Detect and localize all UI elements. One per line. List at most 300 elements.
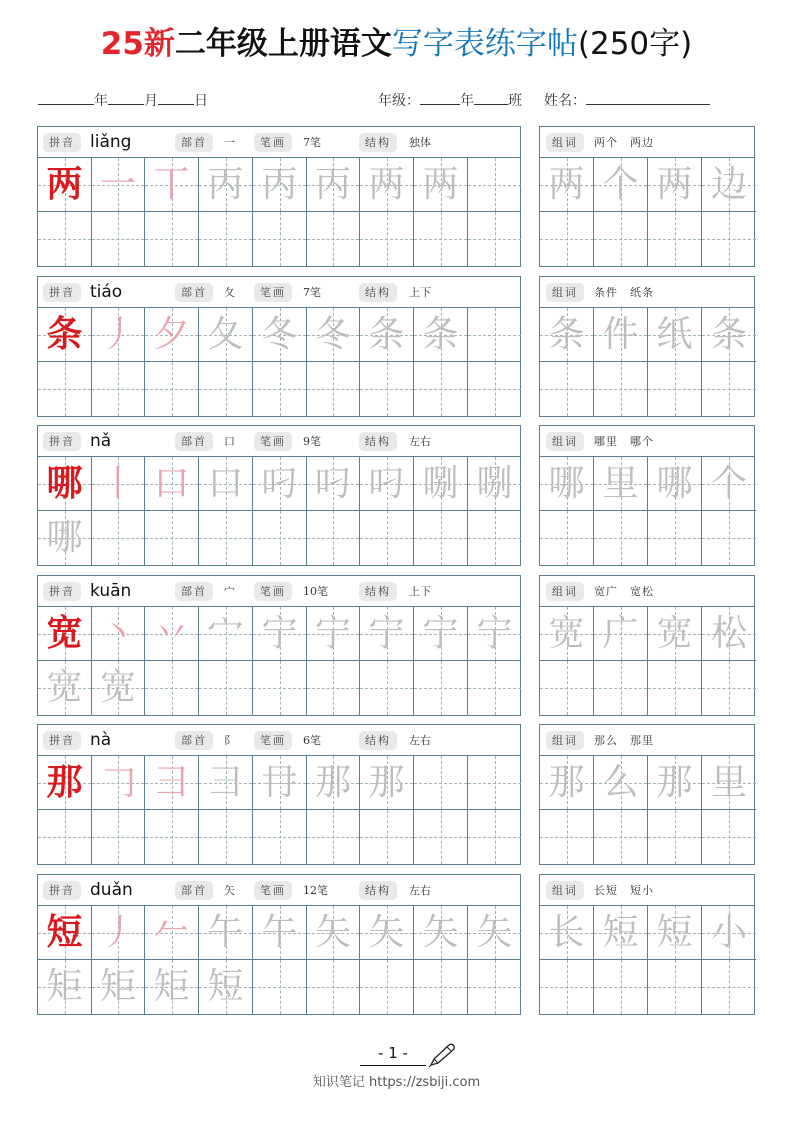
stroke-order-step: 𠃌 bbox=[99, 762, 136, 803]
trace-character bbox=[199, 511, 252, 565]
writing-cell[interactable] bbox=[253, 960, 307, 1014]
word-cell[interactable] bbox=[540, 457, 594, 511]
word-cell[interactable] bbox=[540, 158, 594, 212]
writing-cell[interactable] bbox=[92, 362, 145, 416]
writing-cell[interactable] bbox=[360, 661, 414, 715]
writing-cell[interactable] bbox=[468, 810, 521, 864]
word-block bbox=[539, 425, 755, 566]
character-block bbox=[37, 874, 521, 1015]
trace-character bbox=[199, 362, 252, 416]
page-title bbox=[0, 18, 793, 63]
model-character: 条 bbox=[46, 314, 83, 355]
writing-cell[interactable] bbox=[145, 607, 199, 661]
model-character: 两 bbox=[46, 164, 83, 205]
writing-cell[interactable] bbox=[307, 756, 360, 810]
writing-cell[interactable] bbox=[360, 756, 414, 810]
writing-cell[interactable] bbox=[468, 756, 521, 810]
radical-value: 夂 bbox=[224, 286, 235, 299]
stroke-order-step: 宀 bbox=[207, 613, 244, 654]
word-cell[interactable] bbox=[540, 906, 594, 960]
word-cell[interactable] bbox=[702, 756, 756, 810]
word-cell[interactable] bbox=[648, 212, 702, 266]
trace-character bbox=[468, 661, 521, 715]
word-cell[interactable] bbox=[702, 511, 756, 565]
character-info-header bbox=[38, 576, 520, 607]
trace-character bbox=[468, 362, 521, 416]
word-trace-character: 长 bbox=[548, 912, 585, 953]
word-cell[interactable] bbox=[594, 308, 648, 362]
radical-value: 宀 bbox=[224, 585, 235, 598]
trace-character bbox=[199, 810, 252, 864]
writing-cell[interactable] bbox=[468, 960, 521, 1014]
words-value: 两个 两边 bbox=[594, 136, 654, 149]
writing-cell[interactable] bbox=[307, 158, 360, 212]
writing-cell[interactable] bbox=[307, 906, 360, 960]
footer-site: 知识笔记 https://zsbiji.com bbox=[312, 1075, 481, 1090]
trace-character bbox=[145, 661, 198, 715]
word-cell[interactable] bbox=[540, 661, 594, 715]
word-cell[interactable] bbox=[594, 756, 648, 810]
writing-cell[interactable] bbox=[414, 661, 468, 715]
writing-cell[interactable] bbox=[468, 457, 521, 511]
word-trace-character: 那 bbox=[656, 762, 693, 803]
writing-cell[interactable] bbox=[307, 661, 360, 715]
trace-character bbox=[253, 362, 306, 416]
word-trace-character: 松 bbox=[710, 613, 747, 654]
word-trace-character: 里 bbox=[602, 463, 639, 504]
writing-cell[interactable] bbox=[38, 212, 92, 266]
writing-cell[interactable] bbox=[414, 756, 468, 810]
word-block bbox=[539, 724, 755, 865]
trace-character: 矩 bbox=[99, 966, 136, 1007]
word-cell[interactable] bbox=[594, 607, 648, 661]
writing-cell[interactable] bbox=[468, 158, 521, 212]
words-value: 宽广 宽松 bbox=[594, 585, 654, 598]
trace-character bbox=[307, 511, 359, 565]
writing-cell[interactable] bbox=[199, 756, 253, 810]
word-cell[interactable] bbox=[702, 212, 756, 266]
writing-cell[interactable] bbox=[414, 362, 468, 416]
stroke-order-step: 丨 bbox=[99, 463, 136, 504]
year-blank[interactable] bbox=[38, 91, 94, 105]
writing-cell[interactable] bbox=[92, 308, 145, 362]
word-cell[interactable] bbox=[702, 158, 756, 212]
word-trace-character: 边 bbox=[710, 164, 747, 205]
stroke-order-step: 叼 bbox=[314, 463, 351, 504]
word-cell[interactable] bbox=[540, 308, 594, 362]
word-cell[interactable] bbox=[702, 810, 756, 864]
writing-cell[interactable] bbox=[92, 960, 145, 1014]
stroke-order-step: 冄 bbox=[261, 762, 298, 803]
trace-character bbox=[145, 212, 198, 266]
stroke-order-step: 条 bbox=[422, 314, 459, 355]
stroke-order-step: 那 bbox=[314, 762, 351, 803]
word-trace-character: 里 bbox=[710, 762, 747, 803]
writing-cell[interactable] bbox=[145, 308, 199, 362]
word-cell[interactable] bbox=[648, 756, 702, 810]
stroke-order-step: 矢 bbox=[422, 912, 459, 953]
trace-character: 矩 bbox=[46, 966, 83, 1007]
word-cell[interactable] bbox=[702, 308, 756, 362]
writing-cell[interactable] bbox=[92, 212, 145, 266]
word-cell[interactable] bbox=[648, 511, 702, 565]
writing-cell[interactable] bbox=[199, 906, 253, 960]
writing-cell[interactable] bbox=[307, 212, 360, 266]
word-trace-character: 两 bbox=[548, 164, 585, 205]
writing-cell[interactable] bbox=[468, 906, 521, 960]
word-cell[interactable] bbox=[702, 362, 756, 416]
writing-cell[interactable] bbox=[360, 607, 414, 661]
writing-cell[interactable] bbox=[199, 810, 253, 864]
word-cell[interactable] bbox=[594, 158, 648, 212]
word-cell[interactable] bbox=[594, 212, 648, 266]
pinyin-value: nà bbox=[90, 730, 112, 750]
writing-cell[interactable] bbox=[414, 906, 468, 960]
writing-cell[interactable] bbox=[199, 362, 253, 416]
radical-label: 部首 bbox=[175, 731, 213, 750]
pinyin-value: tiáo bbox=[90, 282, 123, 302]
writing-cell[interactable] bbox=[414, 212, 468, 266]
trace-character bbox=[199, 212, 252, 266]
trace-character bbox=[145, 810, 198, 864]
structure-label: 结构 bbox=[359, 731, 397, 750]
writing-cell[interactable] bbox=[199, 457, 253, 511]
words-value: 哪里 哪个 bbox=[594, 435, 654, 448]
stroke-order-step: 午 bbox=[207, 912, 244, 953]
writing-cell[interactable] bbox=[360, 511, 414, 565]
pinyin-label: 拼音 bbox=[43, 133, 81, 152]
word-cell[interactable] bbox=[594, 457, 648, 511]
trace-character bbox=[253, 511, 306, 565]
word-cell[interactable] bbox=[594, 810, 648, 864]
writing-cell[interactable] bbox=[468, 362, 521, 416]
pinyin-value: nǎ bbox=[90, 431, 112, 451]
writing-cell[interactable] bbox=[414, 308, 468, 362]
writing-cell[interactable] bbox=[360, 308, 414, 362]
writing-cell[interactable] bbox=[468, 212, 521, 266]
word-trace-character: 哪 bbox=[656, 463, 693, 504]
trace-character bbox=[468, 511, 521, 565]
word-cell[interactable] bbox=[594, 362, 648, 416]
trace-character bbox=[253, 212, 306, 266]
structure-value: 左右 bbox=[409, 435, 431, 448]
word-trace-character: 纸 bbox=[656, 314, 693, 355]
writing-cell[interactable] bbox=[468, 511, 521, 565]
word-trace-character: 短 bbox=[602, 912, 639, 953]
trace-character bbox=[199, 661, 252, 715]
word-header bbox=[540, 725, 754, 756]
writing-cell[interactable] bbox=[468, 607, 521, 661]
day-blank[interactable] bbox=[158, 91, 194, 105]
trace-character bbox=[360, 810, 413, 864]
strokes-value: 10笔 bbox=[303, 585, 328, 598]
word-cell[interactable] bbox=[702, 457, 756, 511]
structure-label: 结构 bbox=[359, 881, 397, 900]
writing-cell[interactable] bbox=[468, 661, 521, 715]
writing-cell[interactable] bbox=[253, 212, 307, 266]
writing-cell[interactable] bbox=[253, 362, 307, 416]
writing-cell[interactable] bbox=[92, 457, 145, 511]
writing-cell[interactable] bbox=[253, 906, 307, 960]
radical-label: 部首 bbox=[175, 133, 213, 152]
character-info-header bbox=[38, 725, 520, 756]
stroke-order-step: 哵 bbox=[476, 463, 513, 504]
radical-value: 阝 bbox=[224, 734, 235, 747]
pinyin-value: liǎng bbox=[90, 132, 132, 152]
stroke-order-step: 丶 bbox=[99, 613, 136, 654]
radical-label: 部首 bbox=[175, 283, 213, 302]
model-character: 那 bbox=[46, 762, 83, 803]
word-cell[interactable] bbox=[594, 906, 648, 960]
writing-cell[interactable] bbox=[145, 906, 199, 960]
word-cell[interactable] bbox=[648, 607, 702, 661]
writing-cell[interactable] bbox=[145, 810, 199, 864]
writing-cell[interactable] bbox=[307, 960, 360, 1014]
word-cell[interactable] bbox=[540, 756, 594, 810]
trace-character: 哪 bbox=[46, 517, 83, 558]
word-block bbox=[539, 126, 755, 267]
writing-cell[interactable] bbox=[253, 661, 307, 715]
trace-character bbox=[307, 810, 359, 864]
strokes-label: 笔画 bbox=[254, 283, 292, 302]
word-cell[interactable] bbox=[594, 661, 648, 715]
strokes-value: 7笔 bbox=[303, 286, 321, 299]
writing-cell[interactable] bbox=[38, 511, 92, 565]
writing-cell[interactable] bbox=[360, 212, 414, 266]
word-cell[interactable] bbox=[594, 511, 648, 565]
trace-character bbox=[253, 661, 306, 715]
writing-cell[interactable] bbox=[92, 906, 145, 960]
writing-cell[interactable] bbox=[92, 810, 145, 864]
stroke-order-step: 丙 bbox=[207, 164, 244, 205]
writing-cell[interactable] bbox=[38, 362, 92, 416]
writing-cell[interactable] bbox=[307, 607, 360, 661]
word-trace-character: 两 bbox=[656, 164, 693, 205]
word-header bbox=[540, 576, 754, 607]
writing-cell[interactable] bbox=[253, 607, 307, 661]
writing-cell[interactable] bbox=[414, 607, 468, 661]
writing-cell[interactable] bbox=[38, 457, 92, 511]
trace-character bbox=[253, 810, 306, 864]
word-cell[interactable] bbox=[648, 906, 702, 960]
stroke-order-step: 彐 bbox=[153, 762, 190, 803]
radical-label: 部首 bbox=[175, 582, 213, 601]
trace-character bbox=[360, 212, 413, 266]
writing-cell[interactable] bbox=[253, 158, 307, 212]
stroke-order-step: 哵 bbox=[422, 463, 459, 504]
writing-cell[interactable] bbox=[253, 756, 307, 810]
stroke-order-step bbox=[468, 756, 521, 809]
pinyin-value: kuān bbox=[90, 581, 132, 601]
radical-label: 部首 bbox=[175, 432, 213, 451]
trace-character bbox=[92, 362, 144, 416]
writing-cell[interactable] bbox=[199, 308, 253, 362]
writing-cell[interactable] bbox=[360, 810, 414, 864]
writing-cell[interactable] bbox=[199, 212, 253, 266]
writing-cell[interactable] bbox=[360, 960, 414, 1014]
trace-character bbox=[468, 960, 521, 1014]
writing-cell[interactable] bbox=[307, 308, 360, 362]
writing-cell[interactable] bbox=[145, 362, 199, 416]
character-info-header bbox=[38, 426, 520, 457]
writing-cell[interactable] bbox=[199, 960, 253, 1014]
writing-cell[interactable] bbox=[92, 607, 145, 661]
stroke-order-step: 冬 bbox=[314, 314, 351, 355]
radical-value: 口 bbox=[224, 435, 235, 448]
writing-cell[interactable] bbox=[92, 661, 145, 715]
name-blank[interactable] bbox=[586, 91, 710, 105]
writing-cell[interactable] bbox=[468, 308, 521, 362]
word-trace-character: 哪 bbox=[548, 463, 585, 504]
writing-cell[interactable] bbox=[307, 457, 360, 511]
writing-cell[interactable] bbox=[199, 511, 253, 565]
writing-cell[interactable] bbox=[307, 810, 360, 864]
writing-cell[interactable] bbox=[414, 457, 468, 511]
writing-cell[interactable] bbox=[360, 906, 414, 960]
trace-character bbox=[307, 960, 359, 1014]
writing-cell[interactable] bbox=[38, 308, 92, 362]
trace-character bbox=[145, 362, 198, 416]
stroke-order-step: 宁 bbox=[422, 613, 459, 654]
structure-value: 左右 bbox=[409, 884, 431, 897]
writing-cell[interactable] bbox=[253, 308, 307, 362]
word-cell[interactable] bbox=[702, 661, 756, 715]
trace-character bbox=[38, 362, 91, 416]
writing-cell[interactable] bbox=[92, 756, 145, 810]
word-cell[interactable] bbox=[648, 457, 702, 511]
word-cell[interactable] bbox=[702, 960, 756, 1014]
model-character: 宽 bbox=[46, 613, 83, 654]
word-cell[interactable] bbox=[540, 810, 594, 864]
class-label: 班 bbox=[508, 93, 522, 109]
word-trace-character: 广 bbox=[602, 613, 639, 654]
model-character: 短 bbox=[46, 912, 83, 953]
title-grade: 二年级上册语文 bbox=[174, 26, 392, 62]
strokes-label: 笔画 bbox=[254, 881, 292, 900]
stroke-order-step: 彐 bbox=[207, 762, 244, 803]
writing-cell[interactable] bbox=[253, 511, 307, 565]
grade-blank[interactable] bbox=[420, 91, 460, 105]
word-block bbox=[539, 874, 755, 1015]
writing-cell[interactable] bbox=[360, 362, 414, 416]
word-cell[interactable] bbox=[540, 960, 594, 1014]
writing-cell[interactable] bbox=[145, 960, 199, 1014]
trace-character bbox=[307, 661, 359, 715]
stroke-order-step: 宁 bbox=[476, 613, 513, 654]
words-label: 组词 bbox=[546, 731, 584, 750]
writing-cell[interactable] bbox=[414, 158, 468, 212]
writing-cell[interactable] bbox=[199, 158, 253, 212]
word-trace-character: 个 bbox=[710, 463, 747, 504]
grade-label: 年级： bbox=[378, 93, 420, 109]
name-label: 姓名： bbox=[544, 93, 586, 109]
words-label: 组词 bbox=[546, 133, 584, 152]
character-info-header bbox=[38, 277, 520, 308]
word-cell[interactable] bbox=[648, 960, 702, 1014]
word-cell[interactable] bbox=[540, 607, 594, 661]
stroke-order-step: 夕 bbox=[153, 314, 190, 355]
writing-cell[interactable] bbox=[414, 960, 468, 1014]
word-cell[interactable] bbox=[648, 158, 702, 212]
writing-cell[interactable] bbox=[145, 457, 199, 511]
word-cell[interactable] bbox=[648, 362, 702, 416]
writing-cell[interactable] bbox=[199, 661, 253, 715]
month-blank[interactable] bbox=[108, 91, 144, 105]
structure-label: 结构 bbox=[359, 283, 397, 302]
writing-cell[interactable] bbox=[360, 457, 414, 511]
writing-cell[interactable] bbox=[38, 906, 92, 960]
word-cell[interactable] bbox=[540, 212, 594, 266]
writing-cell[interactable] bbox=[199, 607, 253, 661]
writing-cell[interactable] bbox=[38, 661, 92, 715]
word-cell[interactable] bbox=[540, 511, 594, 565]
words-label: 组词 bbox=[546, 432, 584, 451]
writing-cell[interactable] bbox=[92, 158, 145, 212]
writing-cell[interactable] bbox=[307, 362, 360, 416]
writing-cell[interactable] bbox=[253, 810, 307, 864]
character-block bbox=[37, 425, 521, 566]
writing-cell[interactable] bbox=[38, 158, 92, 212]
writing-cell[interactable] bbox=[145, 661, 199, 715]
writing-cell[interactable] bbox=[145, 511, 199, 565]
word-cell[interactable] bbox=[648, 661, 702, 715]
word-cell[interactable] bbox=[594, 960, 648, 1014]
writing-cell[interactable] bbox=[145, 158, 199, 212]
stroke-order-step: 宁 bbox=[261, 613, 298, 654]
date-line bbox=[38, 90, 208, 110]
writing-cell[interactable] bbox=[38, 960, 92, 1014]
character-info-header bbox=[38, 875, 520, 906]
strokes-value: 12笔 bbox=[303, 884, 328, 897]
writing-cell[interactable] bbox=[38, 810, 92, 864]
writing-cell[interactable] bbox=[253, 457, 307, 511]
writing-cell[interactable] bbox=[145, 756, 199, 810]
stroke-order-step bbox=[468, 308, 521, 361]
word-cell[interactable] bbox=[702, 607, 756, 661]
trace-character bbox=[307, 212, 359, 266]
character-block bbox=[37, 575, 521, 716]
stroke-order-step: 宁 bbox=[368, 613, 405, 654]
trace-character bbox=[92, 810, 144, 864]
trace-character: 短 bbox=[207, 966, 244, 1007]
title-subject: 写字表练字帖 bbox=[391, 26, 578, 62]
writing-cell[interactable] bbox=[92, 511, 145, 565]
writing-cell[interactable] bbox=[145, 212, 199, 266]
writing-cell[interactable] bbox=[414, 810, 468, 864]
character-block bbox=[37, 276, 521, 417]
stroke-order-step: 冬 bbox=[261, 314, 298, 355]
trace-character bbox=[145, 511, 198, 565]
word-cell[interactable] bbox=[540, 362, 594, 416]
writing-cell[interactable] bbox=[307, 511, 360, 565]
word-cell[interactable] bbox=[648, 810, 702, 864]
word-trace-character: 条 bbox=[548, 314, 585, 355]
word-cell[interactable] bbox=[702, 906, 756, 960]
writing-cell[interactable] bbox=[38, 756, 92, 810]
word-cell[interactable] bbox=[648, 308, 702, 362]
writing-cell[interactable] bbox=[414, 511, 468, 565]
word-trace-character: 小 bbox=[710, 912, 747, 953]
word-trace-character: 宽 bbox=[548, 613, 585, 654]
radical-value: 矢 bbox=[224, 884, 235, 897]
pinyin-value: duǎn bbox=[90, 880, 133, 900]
writing-cell[interactable] bbox=[360, 158, 414, 212]
stroke-order-step: 口 bbox=[153, 463, 190, 504]
structure-value: 上下 bbox=[409, 286, 431, 299]
writing-cell[interactable] bbox=[38, 607, 92, 661]
structure-value: 左右 bbox=[409, 734, 431, 747]
class-blank[interactable] bbox=[474, 91, 508, 105]
